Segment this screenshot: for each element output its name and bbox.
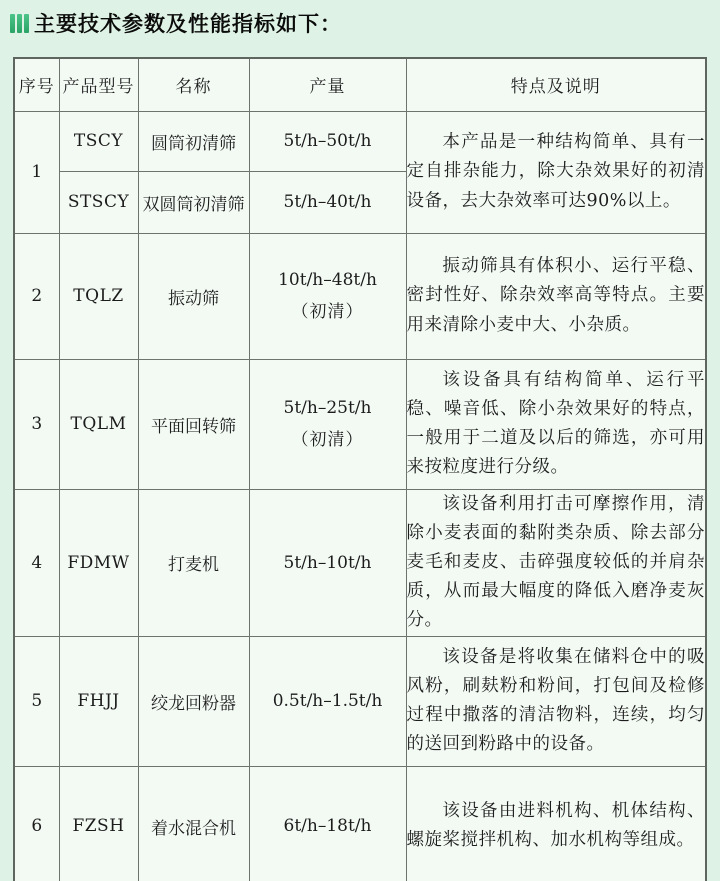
page-title: 主要技术参数及性能指标如下： <box>34 12 342 36</box>
table-row <box>14 233 706 359</box>
description-text: 该设备由进料机构、机体结构、螺旋桨搅拌机构、加水机构等组成。 <box>406 801 705 851</box>
cell-name: 圆筒初清筛 <box>138 111 249 171</box>
cell-model: TSCY <box>59 111 138 171</box>
cell-serial: 1 <box>14 111 59 233</box>
header-description: 特点及说明 <box>406 58 706 111</box>
cell-output: 5t/h–10t/h <box>249 489 406 636</box>
triple-green-bars-icon <box>10 14 29 33</box>
cell-model: TQLM <box>59 359 138 489</box>
table-row <box>14 489 706 636</box>
table-row <box>14 766 706 881</box>
cell-output: 0.5t/h–1.5t/h <box>249 636 406 766</box>
cell-serial: 2 <box>14 233 59 359</box>
cell-output: 5t/h–50t/h <box>249 111 406 171</box>
description-text: 振动筛具有体积小、运行平稳、密封性好、除杂效率高等特点。主要用来清除小麦中大、小杂质。 <box>406 256 705 335</box>
output-note: （初清） <box>291 302 364 322</box>
description-text: 本产品是一种结构简单、具有一定自排杂能力，除大杂效果好的初清设备，去大杂效率可达90%以上。 <box>406 132 705 211</box>
description-text: 该设备具有结构简单、运行平稳、噪音低、除小杂效果好的特点，一般用于二道及以后的筛选，亦可用来按粒度进行分级。 <box>406 369 705 478</box>
cell-model: FHJJ <box>59 636 138 766</box>
description-text: 该设备是将收集在储料仓中的吸风粉，刷麸粉和粉间，打包间及检修过程中撒落的清洁物料，连续，均匀的送回到粉路中的设备。 <box>406 646 705 755</box>
cell-model: FDMW <box>59 489 138 636</box>
output-note: （初清） <box>291 430 364 450</box>
cell-name: 双圆筒初清筛 <box>138 171 249 233</box>
cell-output: 5t/h–40t/h <box>249 171 406 233</box>
cell-name: 着水混合机 <box>138 766 249 881</box>
cell-description <box>406 359 706 489</box>
cell-name: 振动筛 <box>138 233 249 359</box>
table-row <box>14 359 706 489</box>
header-name: 名称 <box>138 58 249 111</box>
cell-model: FZSH <box>59 766 138 881</box>
cell-model: STSCY <box>59 171 138 233</box>
cell-description <box>406 489 706 636</box>
cell-serial: 5 <box>14 636 59 766</box>
spec-table <box>13 57 707 881</box>
cell-description <box>406 233 706 359</box>
cell-output <box>249 359 406 489</box>
cell-serial: 3 <box>14 359 59 489</box>
cell-description <box>406 636 706 766</box>
output-range: 5t/h–25t/h <box>283 398 372 418</box>
header-row <box>14 58 706 111</box>
cell-serial: 4 <box>14 489 59 636</box>
cell-name: 绞龙回粉器 <box>138 636 249 766</box>
cell-output: 6t/h–18t/h <box>249 766 406 881</box>
cell-name: 平面回转筛 <box>138 359 249 489</box>
table-row <box>14 636 706 766</box>
header-serial: 序号 <box>14 58 59 111</box>
cell-name: 打麦机 <box>138 489 249 636</box>
table-row <box>14 111 706 171</box>
header-output: 产量 <box>249 58 406 111</box>
cell-serial: 6 <box>14 766 59 881</box>
cell-description <box>406 766 706 881</box>
description-text: 该设备利用打击可摩擦作用，清除小麦表面的黏附类杂质、除去部分麦毛和麦皮、击碎强度较低的并肩杂质，从而最大幅度的降低入磨净麦灰分。 <box>406 493 705 631</box>
cell-output <box>249 233 406 359</box>
cell-description <box>406 111 706 233</box>
header-model: 产品型号 <box>59 58 138 111</box>
page-title-row <box>10 8 342 38</box>
cell-model: TQLZ <box>59 233 138 359</box>
output-range: 10t/h–48t/h <box>278 270 377 290</box>
